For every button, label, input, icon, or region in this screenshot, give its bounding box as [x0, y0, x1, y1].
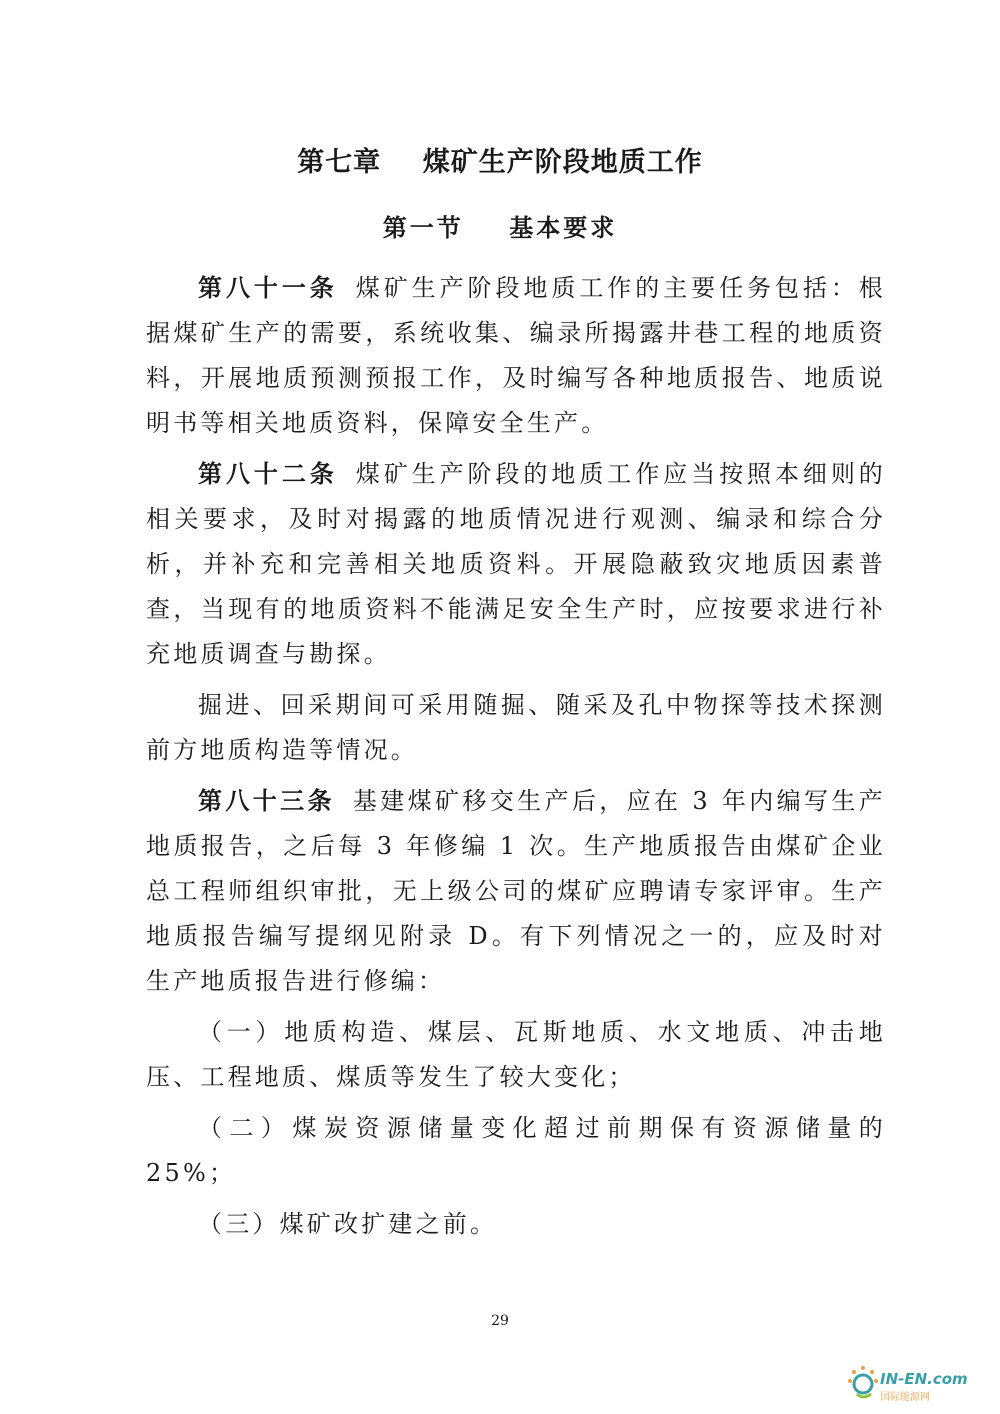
- watermark-logo: [846, 1362, 986, 1406]
- sun-logo-icon: [846, 1364, 880, 1404]
- page-number: 29: [491, 1313, 509, 1329]
- article-number: 第八十一条: [198, 274, 338, 302]
- list-item-text: （二）煤炭资源储量变化超过前期保有资源储量的 25%；: [146, 1114, 886, 1187]
- list-item-text: （三）煤矿改扩建之前。: [198, 1210, 498, 1238]
- chapter-title: 第七章 煤矿生产阶段地质工作: [297, 147, 703, 178]
- list-item: [146, 1106, 886, 1196]
- list-item: [146, 1202, 886, 1247]
- article-number: 第八十二条: [198, 460, 338, 488]
- article-text: 基建煤矿移交生产后，应在 3 年内编写生产地质报告，之后每 3 年修编 1 次。生产地质报告由煤矿企业总工程师组织审批，无上级公司的煤矿应聘请专家评审。生产地质报告编写提纲见附录 D。有下列情况之一的，应及时对生产地质报告进行修编：: [146, 787, 886, 995]
- article-text: 煤矿生产阶段地质工作的主要任务包括：根据煤矿生产的需要，系统收集、编录所揭露井巷工程的地质资料，开展地质预测预报工作，及时编写各种地质报告、地质说明书等相关地质资料，保障安全生产。: [146, 274, 886, 437]
- document-body: [146, 266, 886, 1253]
- section-title: 第一节 基本要求: [382, 214, 618, 242]
- list-item-text: （一）地质构造、煤层、瓦斯地质、水文地质、冲击地压、工程地质、煤质等发生了较大变化；: [146, 1018, 886, 1091]
- article-83: [146, 779, 886, 1004]
- article-text: 煤矿生产阶段的地质工作应当按照本细则的相关要求，及时对揭露的地质情况进行观测、编录和综合分析，并补充和完善相关地质资料。开展隐蔽致灾地质因素普查，当现有的地质资料不能满足安全生产时，应按要求进行补充地质调查与勘探。: [146, 460, 886, 668]
- list-item: [146, 1010, 886, 1100]
- article-82: [146, 452, 886, 677]
- paragraph-text: 掘进、回采期间可采用随掘、随采及孔中物探等技术探测前方地质构造等情况。: [146, 691, 886, 764]
- watermark-logo-text: IN-EN.com: [880, 1370, 968, 1388]
- article-number: 第八十三条: [198, 787, 335, 815]
- watermark-site-name: 国际能源网: [880, 1392, 930, 1403]
- paragraph: [146, 683, 886, 773]
- article-81: [146, 266, 886, 446]
